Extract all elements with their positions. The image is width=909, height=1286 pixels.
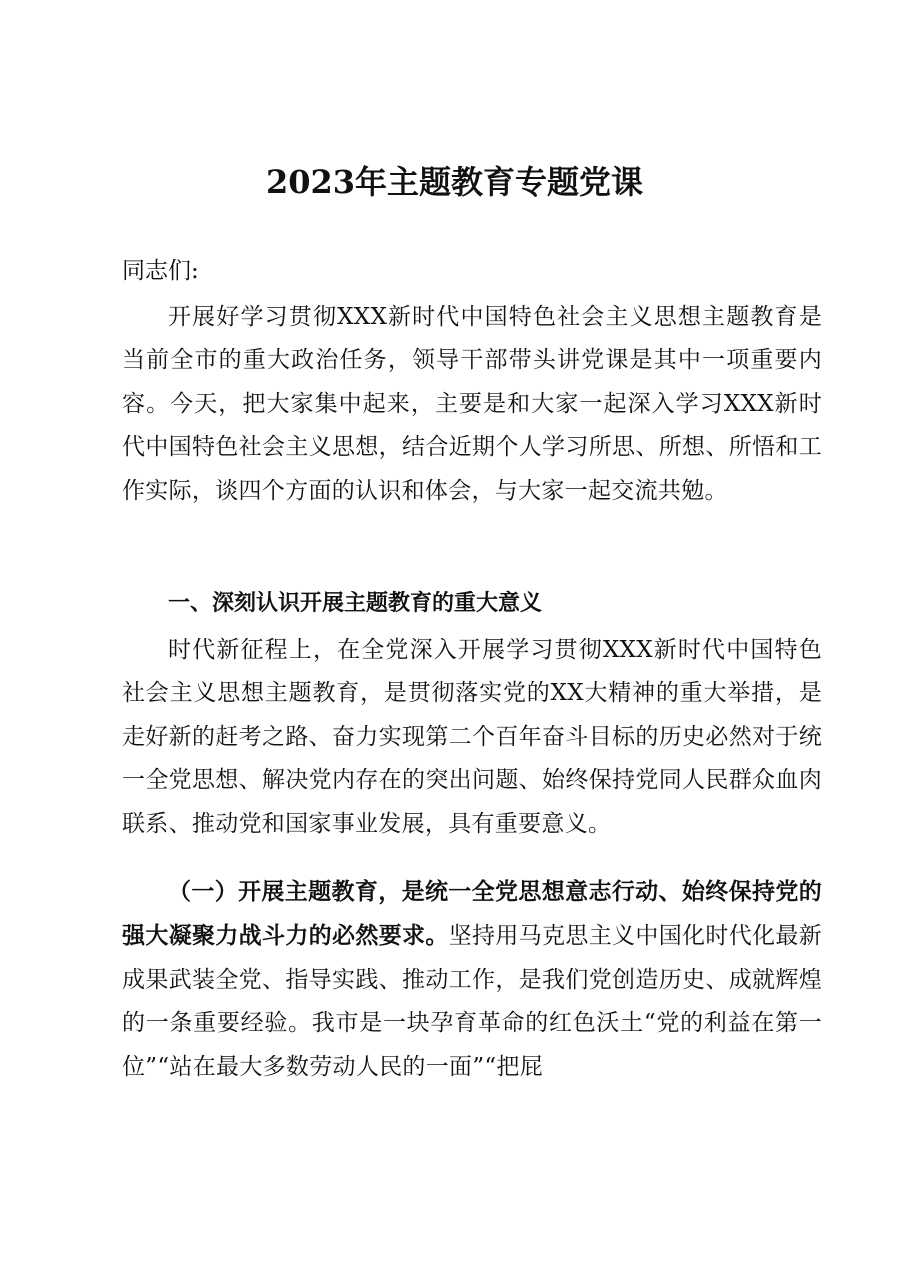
subsection-1-paragraph (122, 870, 822, 1089)
subsection-1-body: 坚持用马克思主义中国化时代化最新成果武装全党、指导实践、推动工作，是我们党创造历史、成就辉煌的一条重要经验。我市是一块孕育革命的红色沃土“党的利益在第一位”“站在最大多数劳动人民的一面”“把屁 (122, 923, 822, 1080)
subsection-1-lead: （一）开展主题教育，是统一全党思想意志行动、始终保持党的强大凝聚力战斗力的必然要求。 (122, 878, 822, 950)
section-1-paragraph: 时代新征程上，在全党深入开展学习贯彻XXX新时代中国特色社会主义思想主题教育，是贯彻落实党的XX大精神的重大举措，是走好新的赶考之路、奋力实现第二个百年奋斗目标的历史必然对于统一全党思想、解决党内存在的突出问题、始终保持党同人民群众血肉联系、推动党和国家事业发展，具有重要意义。 (122, 637, 822, 837)
intro-paragraph: 开展好学习贯彻XXX新时代中国特色社会主义思想主题教育是当前全市的重大政治任务，领导干部带头讲党课是其中一项重要内容。今天，把大家集中起来，主要是和大家一起深入学习XXX新时代中国特色社会主义思想，结合近期个人学习所思、所想、所悟和工作实际，谈四个方面的认识和体会，与大家一起交流共勉。 (122, 304, 822, 504)
section-heading-1: 一、深刻认识开展主题教育的重大意义 (168, 591, 543, 616)
document-title: 2023年主题教育专题党课 (265, 163, 644, 201)
salutation: 同志们: (122, 258, 199, 284)
